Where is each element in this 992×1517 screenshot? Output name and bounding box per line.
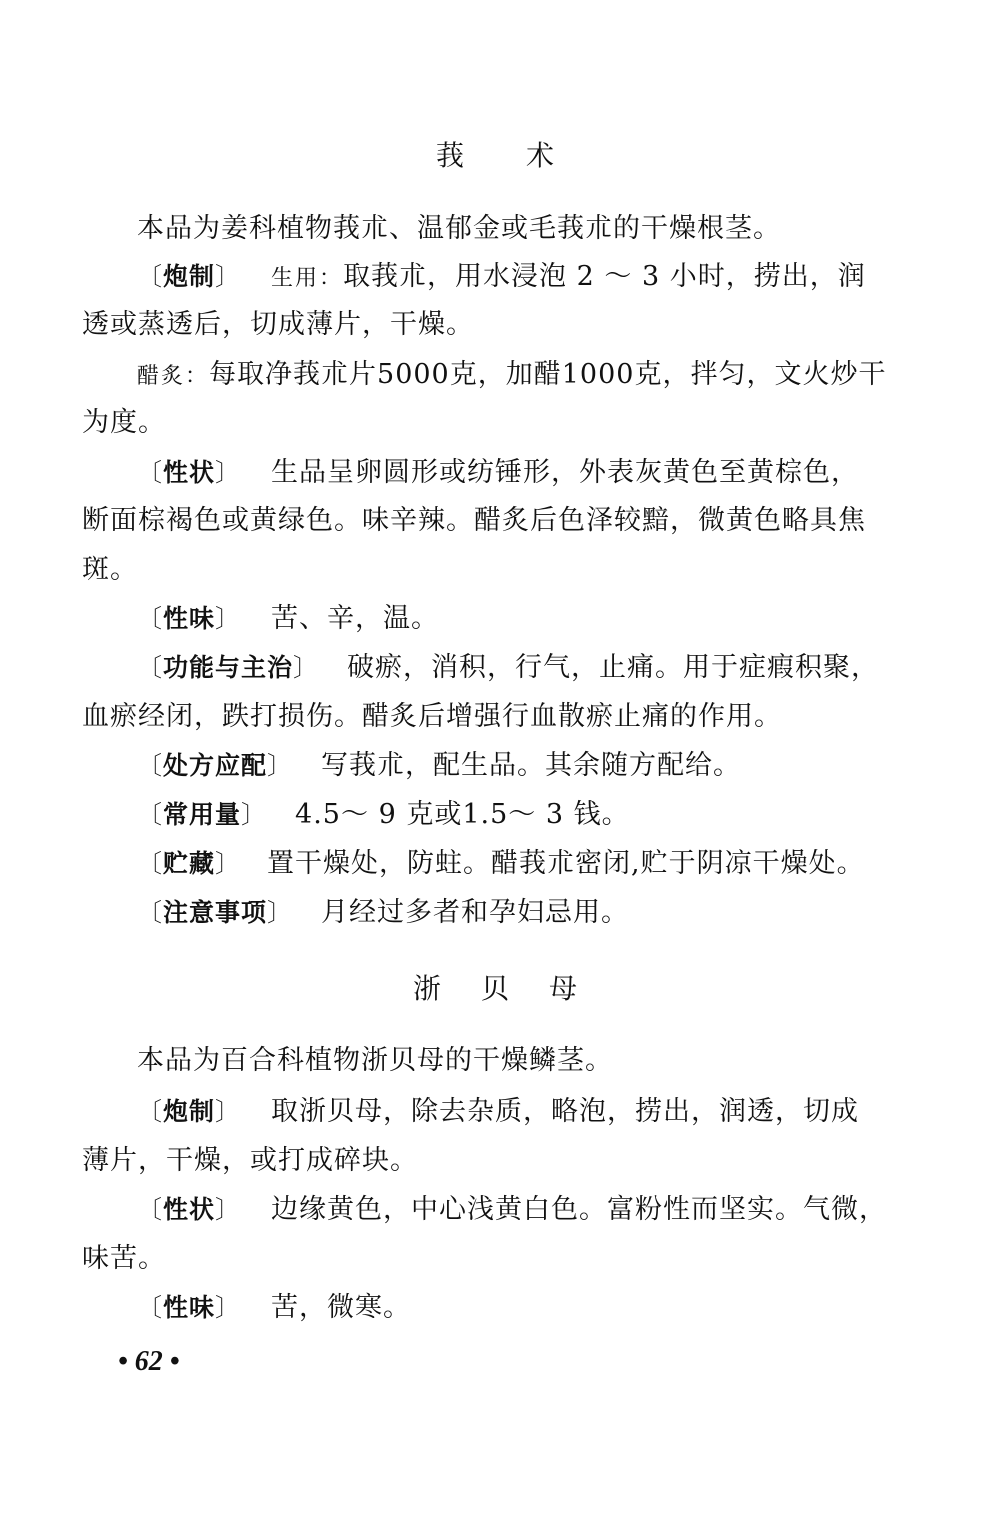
entry-intro: 本品为姜科植物莪朮、温郁金或毛莪朮的干燥根茎。: [137, 213, 781, 244]
entry-title: [0, 138, 992, 174]
page-number: • 62 •: [118, 1346, 180, 1377]
section-tag: 〔炮制〕: [137, 262, 242, 291]
title-char: 莪: [435, 139, 466, 172]
section-tag: 〔性味〕: [137, 1293, 242, 1322]
xingzhuang-line: 〔性状〕 生品呈卵圆形或纺锤形，外表灰黄色至黄棕色，: [137, 457, 860, 488]
section-tag: 〔功能与主治〕: [137, 653, 320, 682]
title-char: 贝: [480, 972, 511, 1005]
zhucang-line: 〔贮藏〕 置干燥处，防蛀。醋莪朮密闭,贮于阴凉干燥处。: [137, 848, 865, 879]
title-char: 母: [549, 972, 580, 1005]
section-tag: 〔常用量〕: [137, 800, 268, 829]
section-tag: 〔炮制〕: [137, 1097, 242, 1126]
zhuyi-line: 〔注意事项〕 月经过多者和孕妇忌用。: [137, 897, 630, 928]
paozhi-line: [137, 259, 866, 297]
cuzhi-text: 每取净莪朮片5000克，加醋1000克，拌匀，文火炒干: [209, 359, 887, 390]
xingzhuang-line2: 味苦。: [82, 1243, 166, 1274]
paozhi-line: 〔炮制〕 取浙贝母，除去杂质，略泡，捞出，润透，切成: [137, 1096, 860, 1127]
xingwei-line: 〔性味〕 苦、辛，温。: [137, 603, 440, 634]
cuzhi-label: 醋炙：: [137, 364, 210, 389]
cuzhi-line2: 为度。: [82, 407, 166, 438]
gongneng-line: 〔功能与主治〕 破瘀，消积，行气，止痛。用于症瘕积聚，: [137, 652, 880, 683]
section-tag: 〔性状〕: [137, 458, 242, 487]
chufang-line: 〔处方应配〕 写莪朮，配生品。其余随方配给。: [137, 750, 742, 781]
paozhi-line2: 薄片，干燥，或打成碎块。: [82, 1145, 418, 1176]
section-tag: 〔性味〕: [137, 604, 242, 633]
paozhi-line2: 透或蒸透后，切成薄片，干燥。: [82, 309, 474, 340]
entry-title: [0, 971, 992, 1007]
entry-intro: 本品为百合科植物浙贝母的干燥鳞茎。: [137, 1045, 613, 1076]
yongliang-line: 〔常用量〕 4.5～ 9 克或1.5～ 3 钱。: [137, 799, 630, 830]
title-char: 术: [526, 139, 557, 172]
paozhi-method: 生用：: [271, 266, 344, 291]
section-tag: 〔注意事项〕: [137, 898, 294, 927]
cuzhi-line: [137, 357, 886, 395]
section-tag: 〔处方应配〕: [137, 751, 294, 780]
xingwei-line: 〔性味〕 苦，微寒。: [137, 1292, 412, 1323]
section-tag: 〔性状〕: [137, 1195, 242, 1224]
xingzhuang-line: 〔性状〕 边缘黄色，中心浅黄白色。富粉性而坚实。气微，: [137, 1194, 888, 1225]
paozhi-text: 取莪朮，用水浸泡 2 ～ 3 小时，捞出，润: [343, 261, 866, 292]
gongneng-line2: 血瘀经闭，跌打损伤。醋炙后增强行血散瘀止痛的作用。: [82, 701, 782, 732]
title-char: 浙: [412, 972, 443, 1005]
xingzhuang-line3: 斑。: [82, 554, 138, 585]
xingzhuang-line2: 断面棕褐色或黄绿色。味辛辣。醋炙后色泽较黯，微黄色略具焦: [82, 505, 866, 536]
section-tag: 〔贮藏〕: [137, 849, 242, 878]
